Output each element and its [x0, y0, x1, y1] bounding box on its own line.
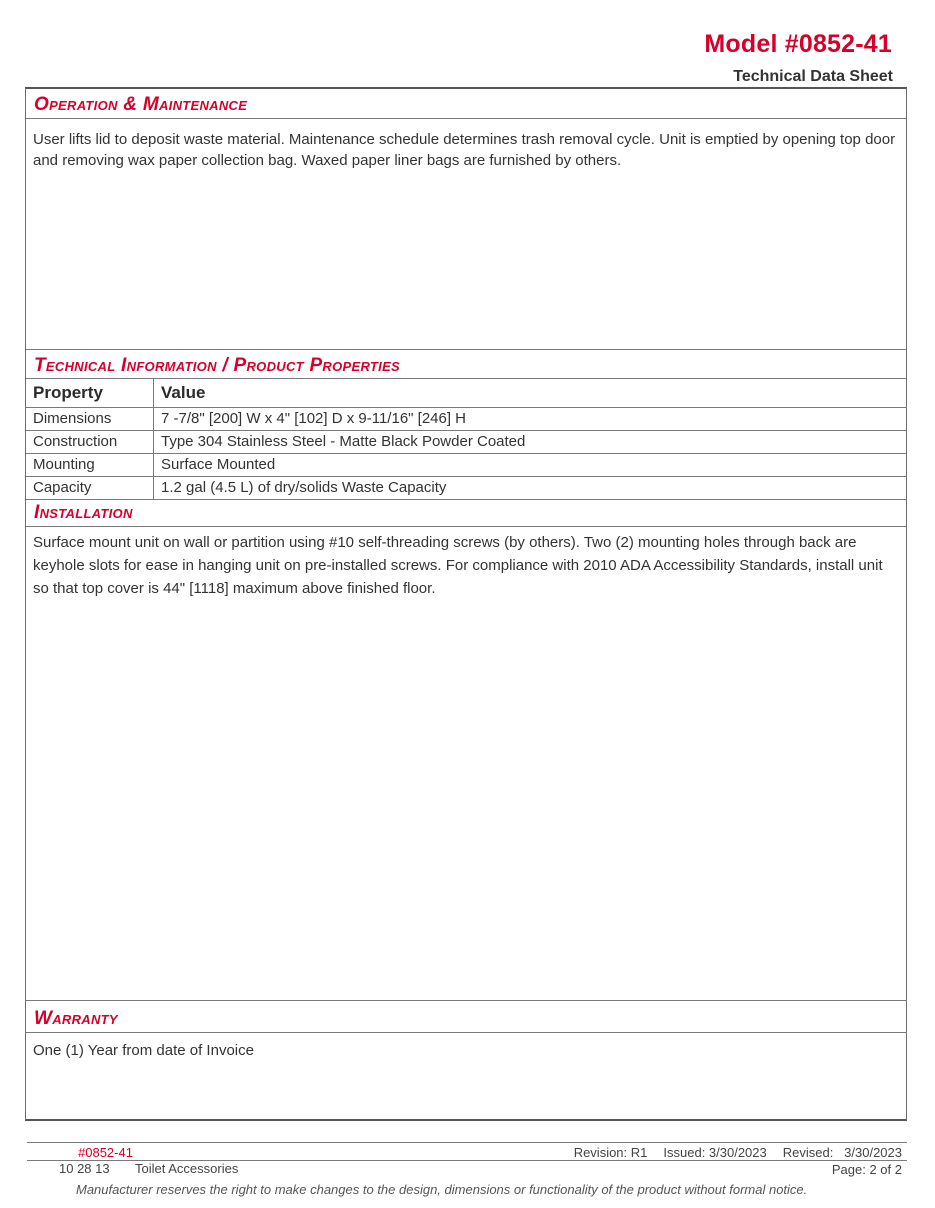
properties-header-row: [26, 379, 906, 408]
installation-section-text: Surface mount unit on wall or partition using #10 self-threading screws (by others). Two (2) mounting holes through back are keyhole slots for ease in hanging unit on pre-installed screws. For compliance with 2010 ADA Accessibility Standards, install unit so that top cover is 44" [1118] maximum above finished floor.: [33, 534, 883, 597]
property-name: Construction: [26, 431, 154, 454]
table-row: [26, 408, 906, 431]
property-value: 1.2 gal (4.5 L) of dry/solids Waste Capacity: [154, 477, 907, 500]
property-name: Dimensions: [26, 408, 154, 431]
footer-disclaimer: Manufacturer reserves the right to make changes to the design, dimensions or functionality of the product without formal notice.: [76, 1182, 808, 1197]
table-row: [26, 454, 906, 477]
warranty-section-text: One (1) Year from date of Invoice: [33, 1042, 254, 1059]
table-row: [26, 431, 906, 454]
column-header-value: Value: [154, 379, 907, 408]
model-title: Model #0852-41: [704, 30, 892, 58]
column-header-property: Property: [26, 379, 154, 408]
technical-section-title: Technical Information / Product Properties: [26, 349, 906, 379]
footer-page-number: Page: 2 of 2: [831, 1162, 902, 1177]
property-value: Type 304 Stainless Steel - Matte Black Powder Coated: [154, 431, 907, 454]
property-value: Surface Mounted: [154, 454, 907, 477]
footer-divider: [27, 1142, 907, 1143]
footer-revision-info: [574, 1145, 902, 1160]
operation-section-text: User lifts lid to deposit waste material. Maintenance schedule determines trash removal cycle. Unit is emptied by opening top door and removing wax paper collection bag. Waxed paper liner bags are furnished by others.: [33, 131, 896, 169]
footer-model-number: #0852-41: [78, 1145, 133, 1160]
document-subtitle: Technical Data Sheet: [733, 68, 893, 85]
operation-section-title: Operation & Maintenance: [26, 89, 906, 119]
footer-issued: Issued: 3/30/2023: [663, 1145, 767, 1160]
footer-category: Toilet Accessories: [135, 1161, 239, 1176]
property-value: 7 -7/8" [200] W x 4" [102] D x 9-11/16" [246] H: [154, 408, 907, 431]
warranty-section-title: Warranty: [26, 1000, 906, 1033]
property-name: Capacity: [26, 477, 154, 500]
properties-table: [26, 379, 906, 500]
property-name: Mounting: [26, 454, 154, 477]
installation-section-title: Installation: [26, 497, 906, 527]
content-frame: [25, 87, 907, 1121]
footer-revised: Revised: 3/30/2023: [782, 1145, 902, 1160]
footer-revision: Revision: R1: [573, 1145, 648, 1160]
footer-section-code: 10 28 13: [59, 1161, 110, 1176]
